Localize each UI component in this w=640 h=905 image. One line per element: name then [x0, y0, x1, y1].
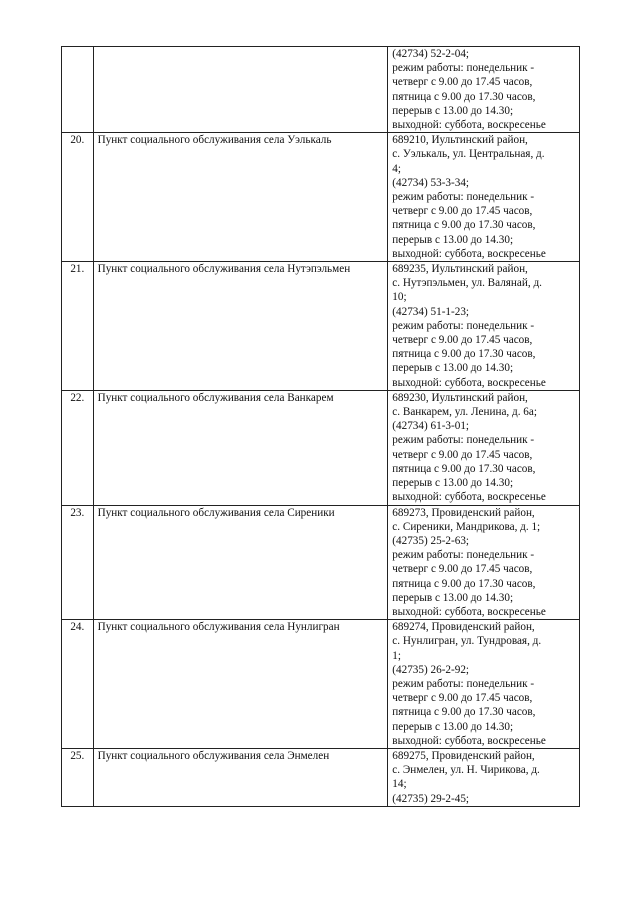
address-line: режим работы: понедельник -	[392, 549, 535, 562]
table-row	[62, 620, 580, 749]
table-row	[62, 47, 580, 133]
address-line: перерыв с 13.00 до 14.30;	[392, 591, 514, 604]
address-line: перерыв с 13.00 до 14.30;	[392, 233, 514, 246]
address-line: (42735) 29-2-45;	[392, 792, 470, 805]
service-point-address	[388, 620, 580, 749]
row-number: 24.	[62, 620, 94, 749]
address-line: перерыв с 13.00 до 14.30;	[392, 362, 514, 375]
address-line: пятница с 9.00 до 17.30 часов,	[392, 462, 536, 475]
address-line: (42735) 26-2-92;	[392, 663, 470, 676]
address-line: 10;	[392, 291, 407, 304]
service-point-name: Пункт социального обслуживания села Нунлигран	[93, 620, 388, 749]
social-service-points-table	[61, 46, 580, 807]
address-line: 689235, Иультинский район,	[392, 263, 528, 276]
address-line: (42734) 61-3-01;	[392, 420, 470, 433]
service-point-address	[388, 748, 580, 806]
address-line: пятница с 9.00 до 17.30 часов,	[392, 577, 536, 590]
table-row	[62, 748, 580, 806]
service-point-name: Пункт социального обслуживания села Энмелен	[93, 748, 388, 806]
table-body	[62, 47, 580, 807]
address-line: с. Нунлигран, ул. Тундровая, д.	[392, 635, 542, 648]
address-line: (42735) 25-2-63;	[392, 534, 470, 547]
address-line: режим работы: понедельник -	[392, 191, 535, 204]
row-number: 23.	[62, 505, 94, 620]
row-number: 21.	[62, 262, 94, 391]
address-line: (42734) 53-3-34;	[392, 176, 470, 189]
address-line: четверг с 9.00 до 17.45 часов,	[392, 563, 533, 576]
service-point-name: Пункт социального обслуживания села Уэлькаль	[93, 133, 388, 262]
address-line: 689275, Провиденский район,	[392, 749, 535, 762]
row-number	[62, 47, 94, 133]
table-row	[62, 505, 580, 620]
address-line: с. Ванкарем, ул. Ленина, д. 6а;	[392, 406, 537, 419]
table-row	[62, 262, 580, 391]
address-line: режим работы: понедельник -	[392, 62, 535, 75]
address-line: четверг с 9.00 до 17.45 часов,	[392, 692, 533, 705]
service-point-name: Пункт социального обслуживания села Нутэпэльмен	[93, 262, 388, 391]
row-number: 25.	[62, 748, 94, 806]
address-line: выходной: суббота, воскресенье	[392, 605, 546, 618]
address-line: перерыв с 13.00 до 14.30;	[392, 104, 514, 117]
service-point-address	[388, 262, 580, 391]
address-line: с. Уэлькаль, ул. Центральная, д.	[392, 148, 545, 161]
address-line: 14;	[392, 778, 407, 791]
address-line: четверг с 9.00 до 17.45 часов,	[392, 448, 533, 461]
address-line: 689273, Провиденский район,	[392, 506, 535, 519]
address-line: 689274, Провиденский район,	[392, 621, 535, 634]
service-point-name: Пункт социального обслуживания села Сиреники	[93, 505, 388, 620]
row-number: 20.	[62, 133, 94, 262]
address-line: режим работы: понедельник -	[392, 677, 535, 690]
address-line: выходной: суббота, воскресенье	[392, 491, 546, 504]
address-line: выходной: суббота, воскресенье	[392, 247, 546, 260]
address-line: режим работы: понедельник -	[392, 319, 535, 332]
address-line: с. Сиреники, Мандрикова, д. 1;	[392, 520, 541, 533]
address-line: пятница с 9.00 до 17.30 часов,	[392, 219, 536, 232]
address-line: 1;	[392, 649, 401, 662]
service-point-name	[93, 47, 388, 133]
address-line: 4;	[392, 162, 401, 175]
address-line: 689230, Иультинский район,	[392, 391, 528, 404]
address-line: с. Нутэпэльмен, ул. Валянай, д.	[392, 277, 542, 290]
address-line: с. Энмелен, ул. Н. Чирикова, д.	[392, 764, 540, 777]
address-line: перерыв с 13.00 до 14.30;	[392, 720, 514, 733]
address-line: четверг с 9.00 до 17.45 часов,	[392, 334, 533, 347]
address-line: (42734) 52-2-04;	[392, 48, 470, 60]
address-line: выходной: суббота, воскресенье	[392, 376, 546, 389]
table-row	[62, 133, 580, 262]
address-line: (42734) 51-1-23;	[392, 305, 470, 318]
address-line: пятница с 9.00 до 17.30 часов,	[392, 348, 536, 361]
address-line: выходной: суббота, воскресенье	[392, 734, 546, 747]
service-point-name: Пункт социального обслуживания села Ванкарем	[93, 390, 388, 505]
table-row	[62, 390, 580, 505]
address-line: режим работы: понедельник -	[392, 434, 535, 447]
address-line: выходной: суббота, воскресенье	[392, 119, 546, 132]
service-point-address	[388, 133, 580, 262]
service-point-address	[388, 47, 580, 133]
service-point-address	[388, 390, 580, 505]
address-line: пятница с 9.00 до 17.30 часов,	[392, 706, 536, 719]
address-line: перерыв с 13.00 до 14.30;	[392, 477, 514, 490]
address-line: 689210, Иультинский район,	[392, 134, 528, 147]
address-line: четверг с 9.00 до 17.45 часов,	[392, 205, 533, 218]
service-point-address	[388, 505, 580, 620]
address-line: пятница с 9.00 до 17.30 часов,	[392, 90, 536, 103]
row-number: 22.	[62, 390, 94, 505]
address-line: четверг с 9.00 до 17.45 часов,	[392, 76, 533, 89]
